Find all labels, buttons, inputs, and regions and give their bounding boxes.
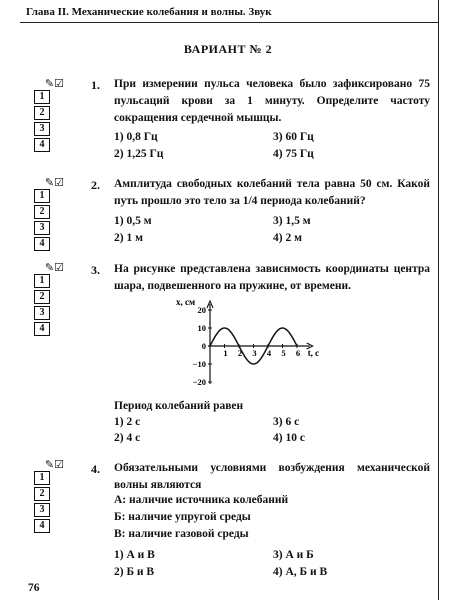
condition-v: В: наличие газовой среды <box>114 528 249 540</box>
condition-b: Б: наличие упругой среды <box>114 511 251 523</box>
condition-a: А: наличие источника колебаний <box>114 494 289 506</box>
answer-box-4[interactable]: 4 <box>34 138 50 152</box>
answer-box-3[interactable]: 3 <box>34 221 50 235</box>
pencil-check-icon: ✎☑ <box>44 262 64 274</box>
answer-box-3[interactable]: 3 <box>34 503 50 517</box>
answer-boxes-q4 <box>34 459 64 535</box>
answer-option: 3) 1,5 м <box>273 215 311 227</box>
answer-option: 2) 1 м <box>114 232 143 244</box>
y-tick-label: −20 <box>192 377 206 387</box>
y-tick-label: 20 <box>197 305 206 315</box>
answer-box-4[interactable]: 4 <box>34 237 50 251</box>
y-tick-label: −10 <box>192 359 206 369</box>
question-text: Обязательными условиями возбуждения механической волны являются <box>114 462 430 491</box>
answer-option: 1) 0,5 м <box>114 215 152 227</box>
question-text: На рисунке представлена зависимость координаты центра шара, подвешенного на пружине, от времени. <box>114 263 430 292</box>
answer-box-3[interactable]: 3 <box>34 122 50 136</box>
answer-box-2[interactable]: 2 <box>34 106 50 120</box>
x-tick-label: 4 <box>266 348 272 358</box>
y-tick-label: 0 <box>201 341 206 351</box>
pencil-check-icon: ✎☑ <box>44 459 64 471</box>
answer-option: 4) 75 Гц <box>273 148 314 160</box>
answer-box-1[interactable]: 1 <box>34 471 50 485</box>
answer-option: 4) 2 м <box>273 232 302 244</box>
question-number: 1. <box>91 78 100 92</box>
answer-box-2[interactable]: 2 <box>34 487 50 501</box>
y-axis-label: x, см <box>176 297 196 307</box>
x-tick-label: 3 <box>252 348 257 358</box>
answer-box-4[interactable]: 4 <box>34 519 50 533</box>
answer-box-1[interactable]: 1 <box>34 90 50 104</box>
question-number: 2. <box>91 178 100 192</box>
header-rule <box>20 22 438 23</box>
answer-boxes-q3 <box>34 262 64 338</box>
x-axis-label: t, с <box>307 348 320 358</box>
question-number: 4. <box>91 462 100 476</box>
pencil-check-icon: ✎☑ <box>44 177 64 189</box>
x-tick-label: 5 <box>281 348 286 358</box>
answer-option: 4) 10 с <box>273 432 305 444</box>
oscillation-graph <box>168 292 340 392</box>
answer-option: 1) 0,8 Гц <box>114 131 158 143</box>
answer-option: 2) Б и В <box>114 566 155 578</box>
answer-box-1[interactable]: 1 <box>34 189 50 203</box>
answer-box-1[interactable]: 1 <box>34 274 50 288</box>
answer-box-2[interactable]: 2 <box>34 205 50 219</box>
question-text: Амплитуда свободных колебаний тела равна 50 см. Какой путь прошло это тело за 1/4 периода колебаний? <box>114 178 430 207</box>
answer-option: 1) 2 с <box>114 416 141 428</box>
page-number: 76 <box>28 582 40 594</box>
chapter-header: Глава II. Механические колебания и волны. Звук <box>26 6 272 18</box>
answer-box-4[interactable]: 4 <box>34 322 50 336</box>
answer-box-3[interactable]: 3 <box>34 306 50 320</box>
answer-option: 2) 4 с <box>114 432 141 444</box>
x-tick-label: 6 <box>295 348 301 358</box>
question-subtext: Период колебаний равен <box>114 400 244 412</box>
answer-option: 3) 60 Гц <box>273 131 314 143</box>
variant-title: ВАРИАНТ № 2 <box>183 42 273 56</box>
answer-boxes-q1 <box>34 78 64 154</box>
answer-option: 3) 6 с <box>273 416 300 428</box>
answer-box-2[interactable]: 2 <box>34 290 50 304</box>
answer-option: 4) А, Б и В <box>273 566 328 578</box>
answer-option: 1) А и В <box>114 549 155 561</box>
y-tick-label: 10 <box>197 323 206 333</box>
answer-option: 2) 1,25 Гц <box>114 148 164 160</box>
pencil-check-icon: ✎☑ <box>44 78 64 90</box>
margin-rule <box>438 0 439 600</box>
x-tick-label: 2 <box>237 348 243 358</box>
x-tick-label: 1 <box>223 348 228 358</box>
answer-option: 3) А и Б <box>273 549 314 561</box>
question-text: При измерении пульса человека было зафиксировано 75 пульсаций крови за 1 минуту. Определите частоту сокращения сердечной мышцы. <box>114 78 430 124</box>
question-number: 3. <box>91 263 100 277</box>
answer-boxes-q2 <box>34 177 64 253</box>
